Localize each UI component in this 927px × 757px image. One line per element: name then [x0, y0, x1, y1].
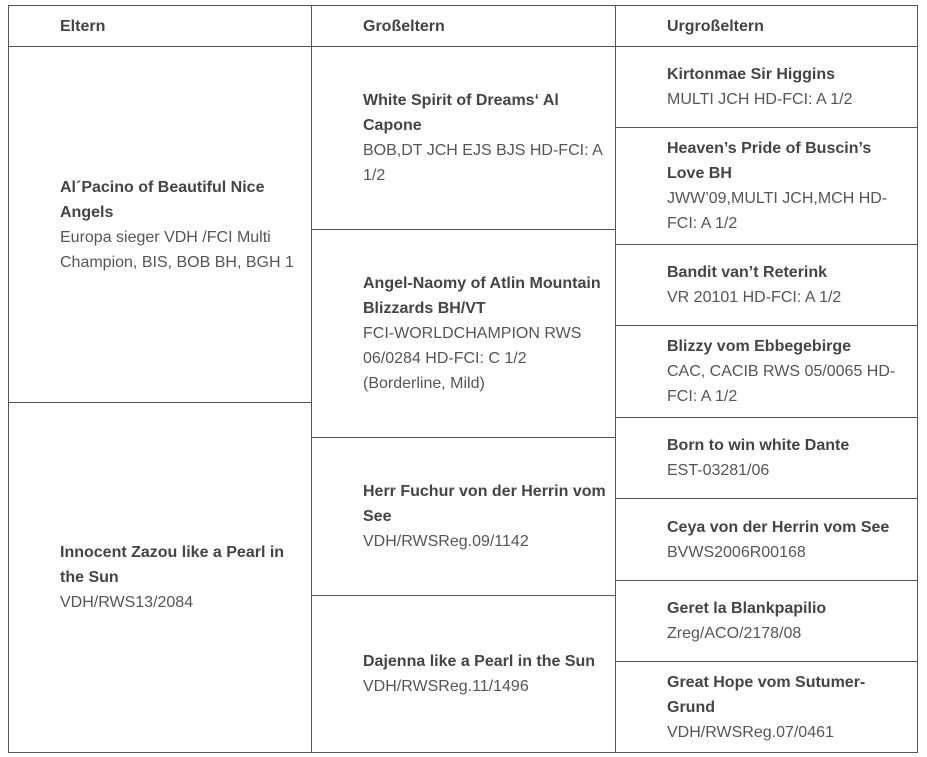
header-grosseltern: Großeltern [363, 17, 445, 35]
dog-titles: VDH/RWSReg.09/1142 [363, 533, 529, 550]
dog-name: Blizzy vom Ebbegebirge [667, 338, 852, 355]
dog-name: Angel-Naomy of Atlin Mountain Blizzards BH/VT [363, 275, 601, 317]
dog-name: Innocent Zazou like a Pearl in the Sun [60, 544, 285, 586]
dog-name: Al´Pacino of Beautiful Nice Angels [60, 178, 265, 221]
dog-titles: Europa sieger VDH /FCI Multi Champion, BIS, BOB BH, BGH 1 [60, 228, 294, 271]
dog-titles: EST-03281/06 [667, 462, 770, 479]
grandparent-3 [312, 438, 615, 595]
great-grandparent-3 [616, 245, 918, 325]
header-eltern: Eltern [60, 17, 106, 35]
dog-titles: FCI-WORLDCHAMPION RWS 06/0284 HD-FCI: C 1/2 (Borderline, Mild) [363, 325, 582, 392]
dog-name: Kirtonmae Sir Higgins [667, 66, 836, 83]
dog-titles: VDH/RWS13/2084 [60, 594, 194, 611]
great-grandparent-7 [616, 581, 918, 661]
parent-sire [9, 47, 311, 402]
dog-name: Born to win white Dante [667, 437, 850, 454]
dog-name: Geret la Blankpapilio [667, 600, 827, 617]
great-grandparent-4 [616, 326, 918, 417]
grandparent-1 [312, 47, 615, 229]
great-grandparent-6 [616, 499, 918, 580]
dog-name: Ceya von der Herrin vom See [667, 518, 890, 536]
dog-titles: Zreg/ACO/2178/08 [667, 625, 802, 642]
dog-titles: BOB,DT JCH EJS BJS HD-FCI: A 1/2 [363, 142, 602, 184]
grandparent-2 [312, 230, 615, 437]
dog-titles: CAC, CACIB RWS 05/0065 HD-FCI: A 1/2 [667, 363, 896, 405]
dog-name: Bandit van’t Reterink [667, 264, 828, 281]
grandparent-4 [312, 596, 615, 752]
parent-dam [9, 403, 311, 752]
dog-name: White Spirit of Dreams‘ Al Capone [363, 92, 559, 134]
header-urgrosseltern: Urgroßeltern [667, 17, 764, 35]
dog-name: Great Hope vom Sutumer-Grund [667, 673, 866, 716]
great-grandparent-8 [616, 662, 918, 752]
dog-titles: MULTI JCH HD-FCI: A 1/2 [667, 91, 853, 108]
dog-titles: VDH/RWSReg.11/1496 [363, 678, 529, 695]
great-grandparent-5 [616, 418, 918, 498]
dog-name: Heaven’s Pride of Buscin’s Love BH [667, 140, 872, 182]
dog-titles: JWW’09,MULTI JCH,MCH HD-FCI: A 1/2 [667, 190, 888, 232]
pedigree-table [8, 5, 918, 753]
dog-name: Dajenna like a Pearl in the Sun [363, 653, 596, 670]
great-grandparent-2 [616, 128, 918, 244]
dog-titles: VR 20101 HD-FCI: A 1/2 [667, 289, 842, 306]
dog-titles: VDH/RWSReg.07/0461 [667, 723, 834, 741]
dog-titles: BVWS2006R00168 [667, 543, 806, 561]
great-grandparent-1 [616, 47, 918, 127]
dog-name: Herr Fuchur von der Herrin vom See [363, 483, 606, 525]
